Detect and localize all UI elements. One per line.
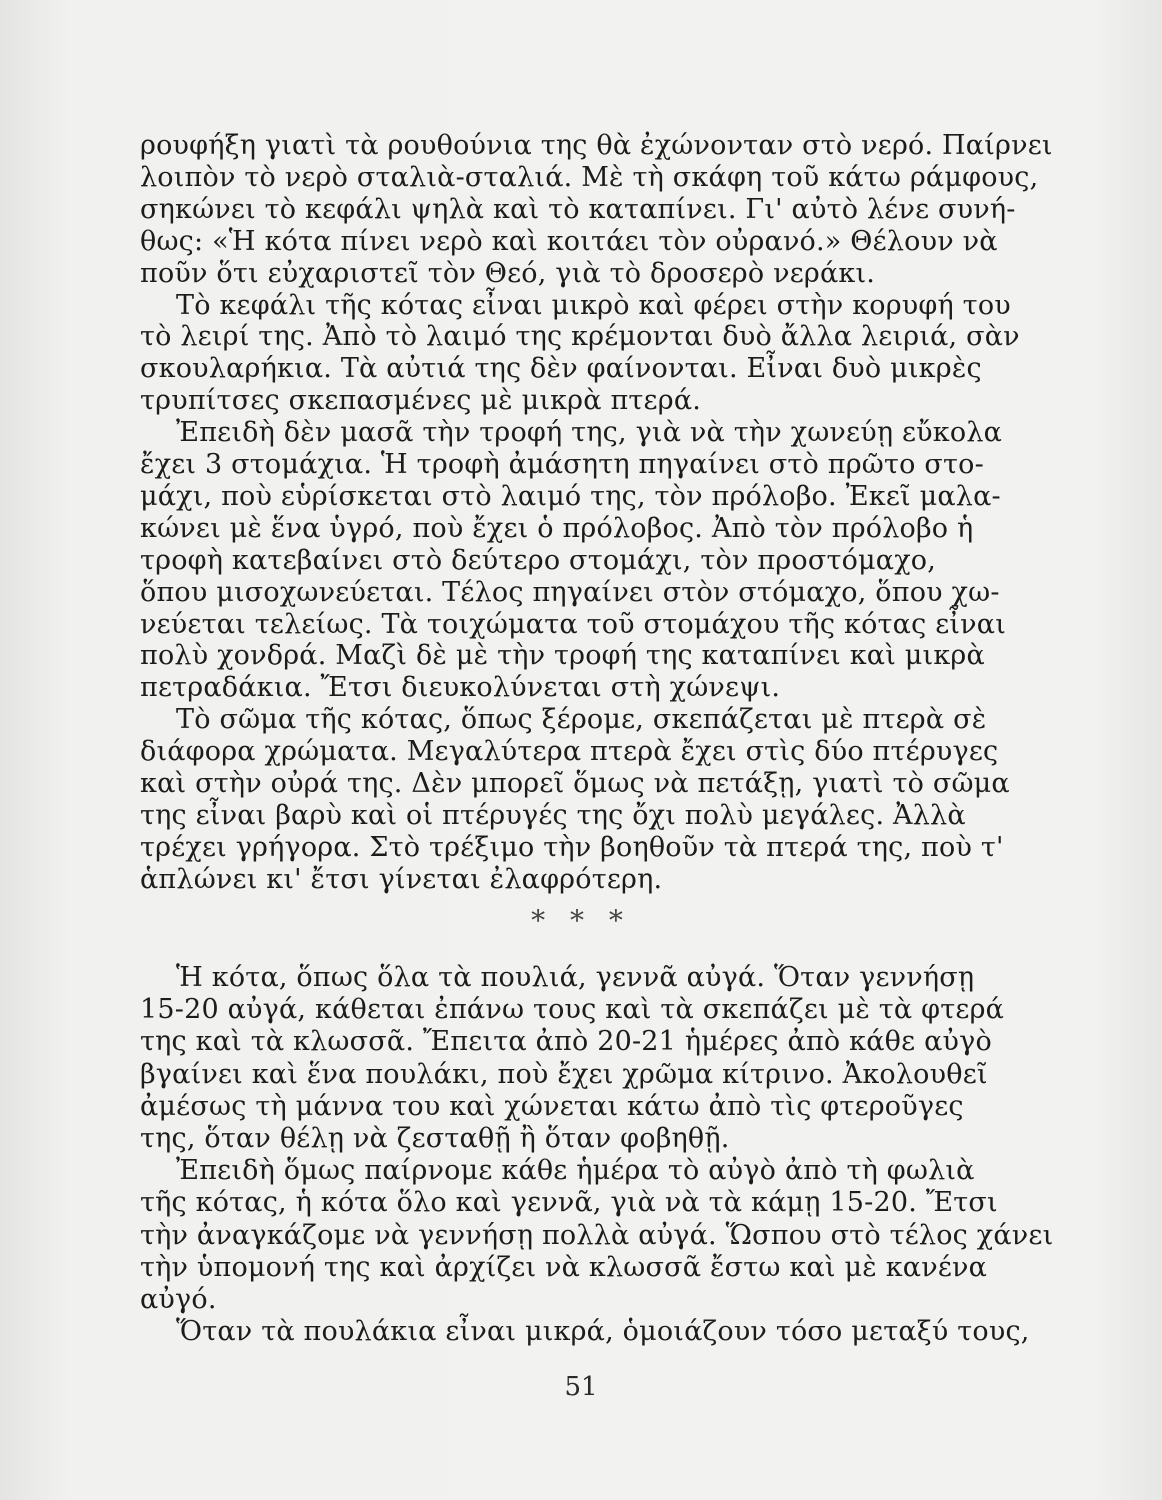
- text-line: τὴν ἀναγκάζομε νὰ γεννήσῃ πολλὰ αὐγά. Ὥσπου στὸ τέλος χάνει: [140, 1219, 1054, 1251]
- text-line: τῆς κότας, ἡ κότα ὅλο καὶ γεννᾶ, γιὰ νὰ τὰ κάμῃ 15-20. Ἔτσι: [140, 1187, 998, 1219]
- text-line: πολὺ χονδρά. Μαζὶ δὲ μὲ τὴν τροφή της καταπίνει καὶ μικρὰ: [140, 640, 985, 672]
- page-number: 51: [564, 1372, 598, 1402]
- text-line: Τὸ κεφάλι τῆς κότας εἶναι μικρὸ καὶ φέρει στὴν κορυφή του: [176, 289, 1011, 321]
- text-line: τρυπίτσες σκεπασμένες μὲ μικρὰ πτερά.: [140, 385, 702, 417]
- text-line: σηκώνει τὸ κεφάλι ψηλὰ καὶ τὸ καταπίνει. Γι' αὐτὸ λένε συνή-: [140, 193, 1016, 225]
- text-line: τροφὴ κατεβαίνει στὸ δεύτερο στομάχι, τὸν προστόμαχο,: [140, 544, 937, 576]
- text-line: ἔχει 3 στομάχια. Ἡ τροφὴ ἀμάσητη πηγαίνει στὸ πρῶτο στο-: [140, 449, 984, 480]
- section-separator: * * *: [531, 904, 631, 937]
- text-line: ὅπου μισοχωνεύεται. Τέλος πηγαίνει στὸν στόμαχο, ὅπου χω-: [140, 576, 1000, 608]
- text-line: βγαίνει καὶ ἕνα πουλάκι, ποὺ ἔχει χρῶμα κίτρινο. Ἀκολουθεῖ: [140, 1058, 988, 1090]
- text-line: νεύεται τελείως. Τὰ τοιχώματα τοῦ στομάχου τῆς κότας εἶναι: [140, 608, 1007, 640]
- text-line: πετραδάκια. Ἔτσι διευκολύνεται στὴ χώνεψι.: [140, 672, 781, 704]
- text-line: Ἐπειδὴ δὲν μασᾶ τὴν τροφή της, γιὰ νὰ τὴν χωνεύῃ εὔκολα: [176, 417, 1003, 449]
- text-line: αὐγό.: [140, 1284, 217, 1315]
- text-line: ρουφήξη γιατὶ τὰ ρουθούνια της θὰ ἐχώνονταν στὸ νερό. Παίρνει: [140, 130, 1053, 161]
- text-line: τρέχει γρήγορα. Στὸ τρέξιμο τὴν βοηθοῦν τὰ πτερά της, ποὺ τ': [140, 831, 1004, 863]
- text-line: τὴν ὑπομονή της καὶ ἀρχίζει νὰ κλωσσᾶ ἔστω καὶ μὲ κανένα: [140, 1251, 988, 1283]
- text-line: καὶ στὴν οὐρά της. Δὲν μπορεῖ ὅμως νὰ πετάξῃ, γιατὶ τὸ σῶμα: [140, 768, 1010, 799]
- text-line: τὸ λειρί της. Ἀπὸ τὸ λαιμό της κρέμονται δυὸ ἄλλα λειριά, σὰν: [140, 321, 1020, 353]
- text-line: Τὸ σῶμα τῆς κότας, ὅπως ξέρομε, σκεπάζεται μὲ πτερὰ σὲ: [176, 704, 987, 736]
- text-line: θως: «Ἡ κότα πίνει νερὸ καὶ κοιτάει τὸν οὐρανό.» Θέλουν νὰ: [140, 225, 998, 257]
- text-line: Ἡ κότα, ὅπως ὅλα τὰ πουλιά, γεννᾶ αὐγά. Ὅταν γεννήσῃ: [176, 962, 975, 993]
- text-line: της, ὅταν θέλῃ νὰ ζεσταθῇ ἢ ὅταν φοβηθῇ.: [140, 1123, 730, 1154]
- text-line: ἀμέσως τὴ μάννα του καὶ χώνεται κάτω ἀπὸ τὶς φτεροῦγες: [140, 1090, 964, 1122]
- text-line: Ὅταν τὰ πουλάκια εἶναι μικρά, ὁμοιάζουν τόσο μεταξύ τους,: [176, 1316, 1030, 1348]
- text-line: κώνει μὲ ἕνα ὑγρό, ποὺ ἔχει ὁ πρόλοβος. Ἀπὸ τὸν πρόλοβο ἡ: [140, 512, 974, 544]
- text-line: της καὶ τὰ κλωσσᾶ. Ἔπειτα ἀπὸ 20-21 ἡμέρες ἀπὸ κάθε αὐγὸ: [140, 1026, 992, 1058]
- text-line: ἁπλώνει κι' ἔτσι γίνεται ἐλαφρότερη.: [140, 863, 663, 895]
- text-line: μάχι, ποὺ εὑρίσκεται στὸ λαιμό της, τὸν πρόλοβο. Ἐκεῖ μαλα-: [140, 480, 1001, 512]
- text-line: της εἶναι βαρὺ καὶ οἱ πτέρυγές της ὄχι πολὺ μεγάλες. Ἀλλὰ: [140, 799, 966, 831]
- text-line: σκουλαρήκια. Τὰ αὐτιά της δὲν φαίνονται. Εἶναι δυὸ μικρὲς: [140, 353, 982, 385]
- text-line: Ἐπειδὴ ὅμως παίρνομε κάθε ἡμέρα τὸ αὐγὸ ἀπὸ τὴ φωλιὰ: [176, 1155, 975, 1187]
- text-line: 15-20 αὐγά, κάθεται ἐπάνω τους καὶ τὰ σκεπάζει μὲ τὰ φτερά: [140, 994, 1005, 1026]
- text-line: λοιπὸν τὸ νερὸ σταλιὰ-σταλιά. Μὲ τὴ σκάφη τοῦ κάτω ράμφους,: [140, 161, 1039, 193]
- text-line: διάφορα χρώματα. Μεγαλύτερα πτερὰ ἔχει στὶς δύο πτέρυγες: [140, 736, 999, 768]
- text-line: ποῦν ὅτι εὐχαριστεῖ τὸν Θεό, γιὰ τὸ δροσερὸ νεράκι.: [140, 257, 876, 289]
